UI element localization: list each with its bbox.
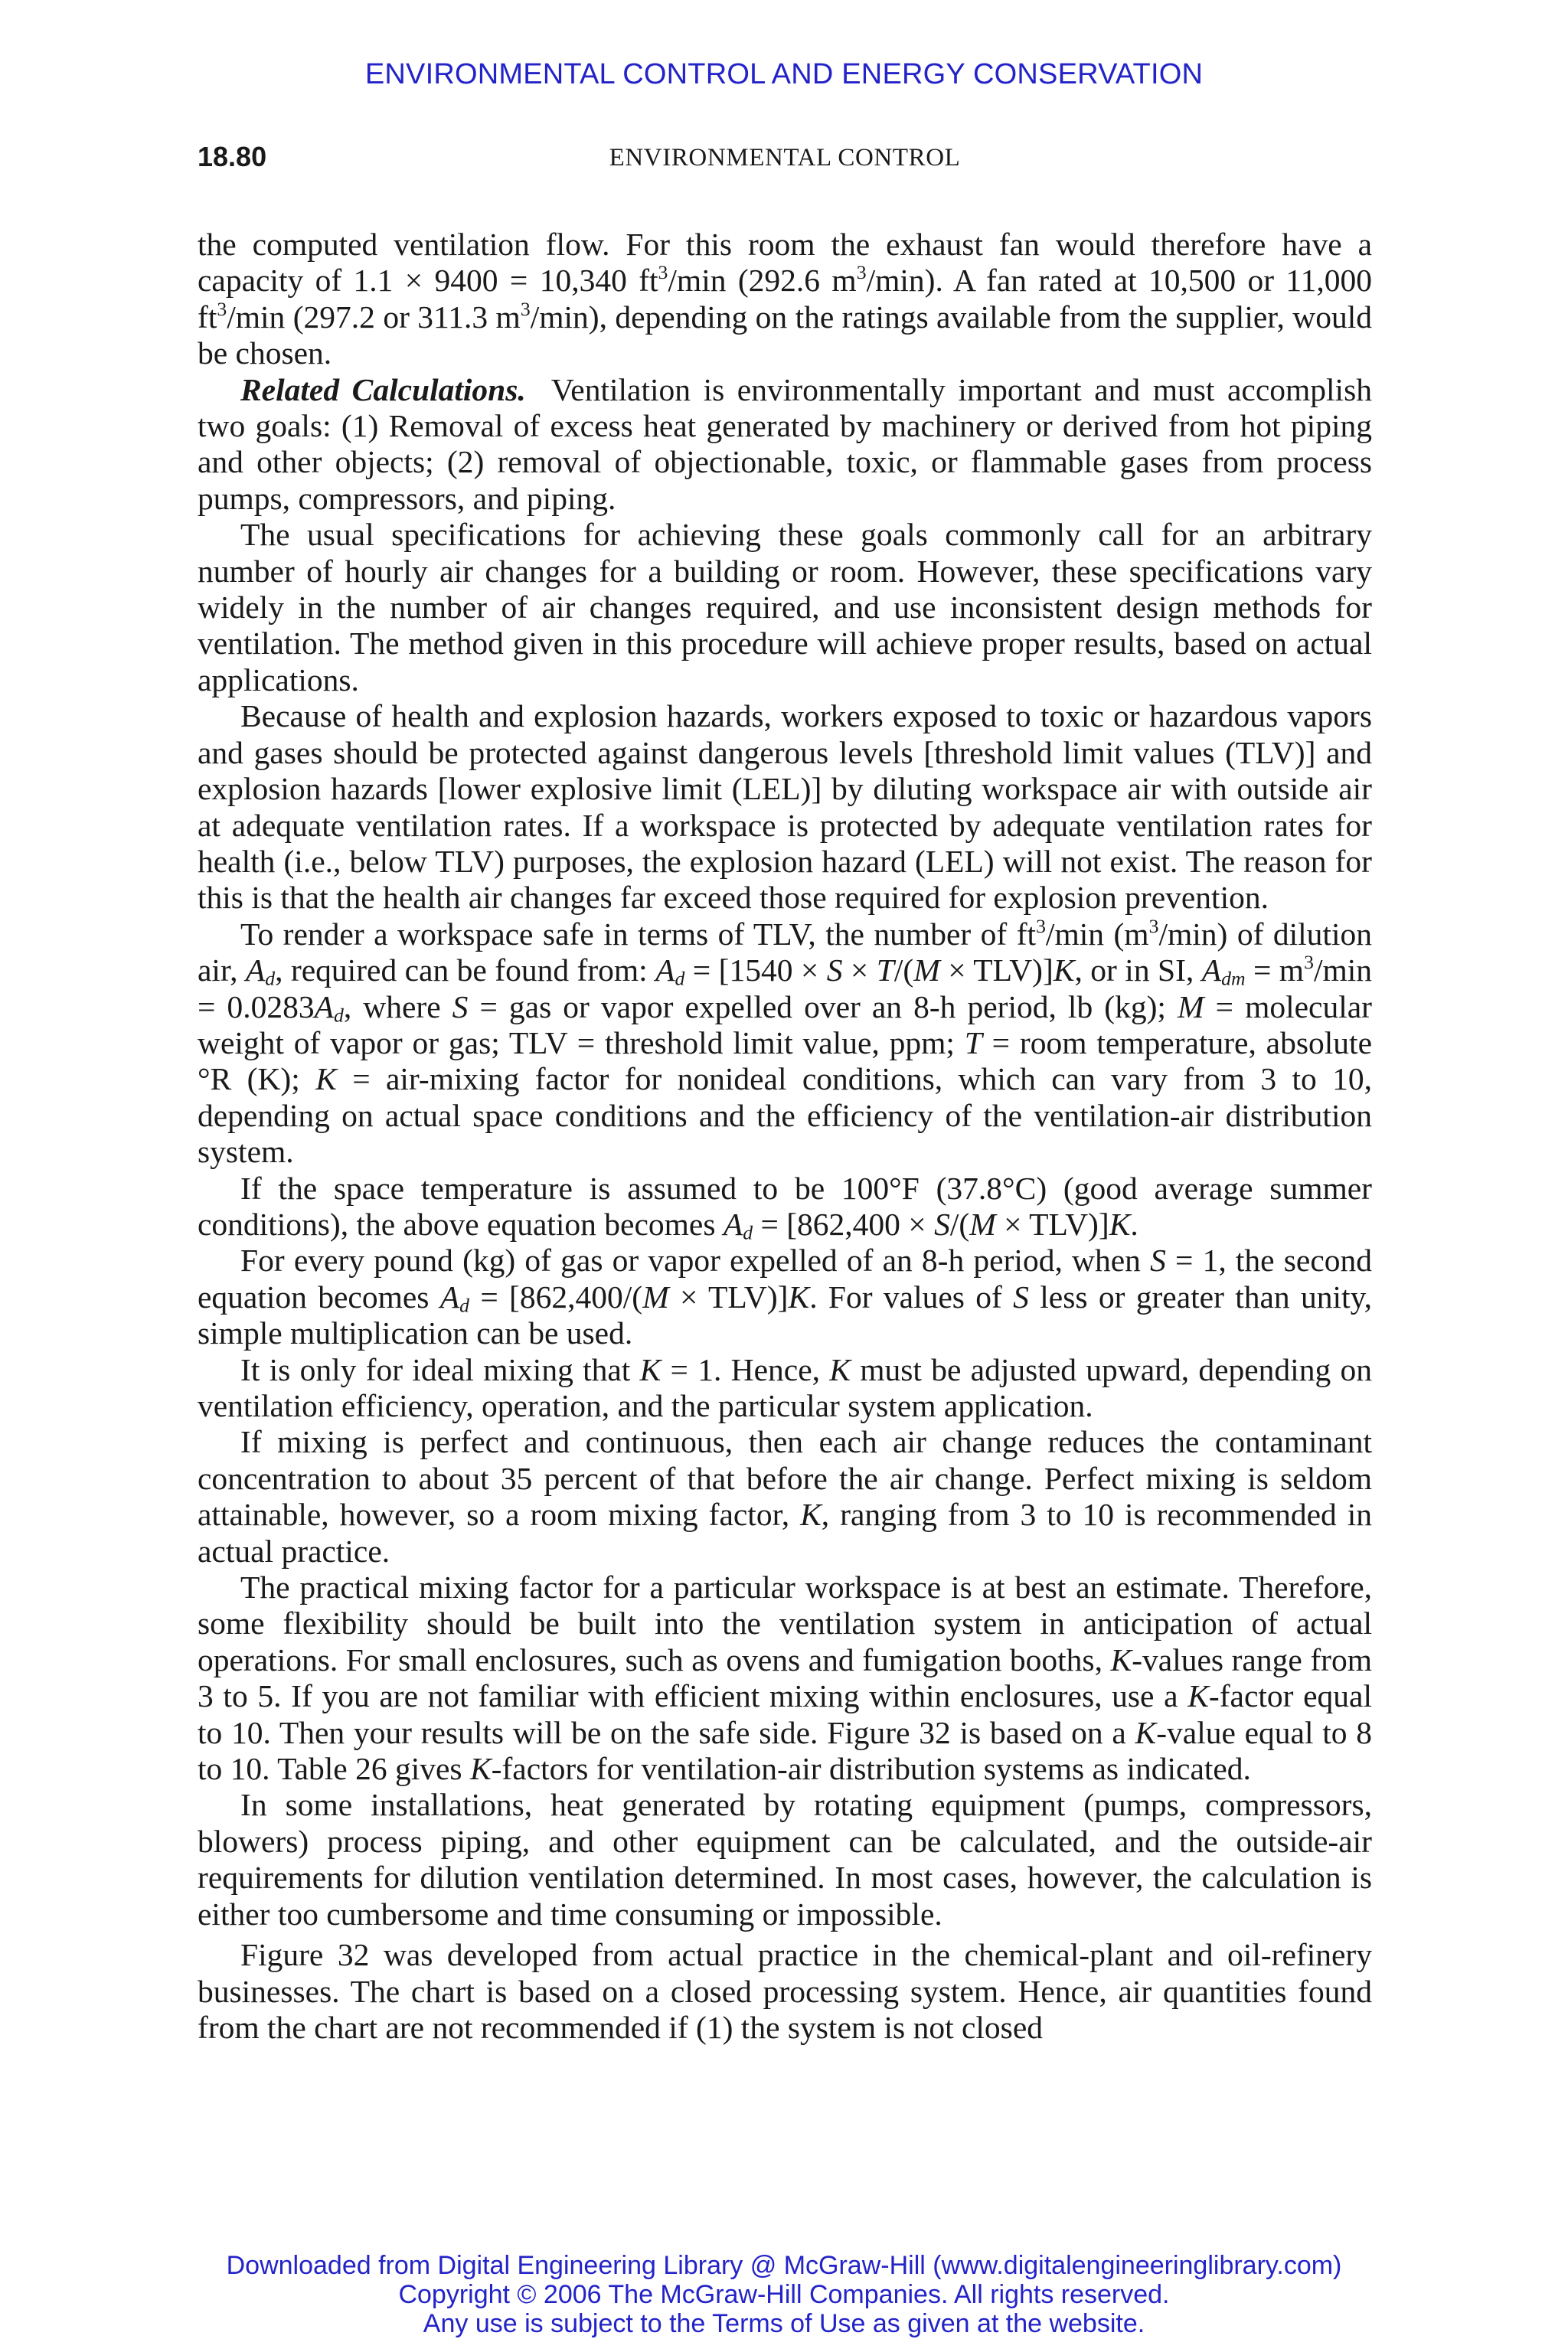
paragraph-6: If the space temperature is assumed to be 100°F (37.8°C) (good average summer conditions), the above equation becomes $A_d = [862,400 \times S/(M \times TLV)]K$. — [198, 1170, 1372, 1244]
paragraph-4: Because of health and explosion hazards, workers exposed to toxic or hazardous vapors and gases should be protected against dangerous levels [threshold limit values (TLV)] and explosion hazards [lower explosive limit (LEL)] by diluting workspace air with outside air at adequate ventilation rates. If a workspace is protected by adequate ventilation rates for health (i.e., below TLV) purposes, the explosion hazard (LEL) will not exist. The reason for this is that the health air changes far exceed those required for explosion prevention. — [198, 698, 1372, 916]
paragraph-10: The practical mixing factor for a particular workspace is at best an estimate. Therefore, some flexibility should be built into the ventilation system in anticipation of actual operations. For small enclosures, such as ovens and fumigation booths, K-values range from 3 to 5. If you are not familiar with efficient mixing within enclosures, use a K-factor equal to 10. Then your results will be on the safe side. Figure 32 is based on a K-value equal to 8 to 10. Table 26 gives K-factors for ventilation-air distribution systems as indicated. — [198, 1570, 1372, 1787]
footer-copyright-line: Copyright © 2006 The McGraw-Hill Companies. All rights reserved. — [398, 2280, 1170, 2309]
paragraph-8: It is only for ideal mixing that K = 1. Hence, K must be adjusted upward, depending on ventilation efficiency, operation, and the particular system application. — [198, 1351, 1372, 1423]
paragraph-3: The usual specifications for achieving these goals commonly call for an arbitrary number of hourly air changes for a building or room. However, these specifications vary widely in the number of air changes required, and use inconsistent design methods for ventilation. The method given in this procedure will achieve proper results, based on actual applications. — [198, 517, 1372, 697]
running-title: ENVIRONMENTAL CONTROL — [609, 144, 961, 172]
page-number: 18.80 — [198, 141, 267, 172]
body-text — [198, 227, 1372, 2046]
paragraph-9: If mixing is perfect and continuous, then each air change reduces the contaminant concentration to about 35 percent of that before the air change. Perfect mixing is seldom attainable, however, so a room mixing factor, K, ranging from 3 to 10 is recommended in actual practice. — [198, 1424, 1372, 1569]
footer-notice — [0, 2251, 1568, 2338]
paragraph-1: the computed ventilation flow. For this room the exhaust fan would therefore have a capacity of 1.1 × 9400 = 10,340 $ft^3/\min$ (292.6 $m^3/\min$). A fan rated at 10,500 or 11,000 $ft^3/\min$ (297.2 or 311.3 $m^3/\min$), depending on the ratings available from the supplier, would be chosen. — [198, 227, 1372, 371]
footer-terms-line: Any use is subject to the Terms of Use as given at the website. — [423, 2309, 1145, 2338]
paragraph-12: Figure 32 was developed from actual practice in the chemical-plant and oil-refinery businesses. The chart is based on a closed processing system. Hence, air quantities found from the chart are not recommended if (1) the system is not closed — [198, 1937, 1372, 2045]
run-in-heading: Related Calculations. — [240, 371, 526, 407]
paragraph-7: For every pound (kg) of gas or vapor expelled of an 8-h period, when S = 1, the second equation becomes $A_d = [862,400/(M \times TLV)]K$. For values of S less or greater than unity, simple multiplication can be used. — [198, 1243, 1373, 1351]
paragraph-5: To render a workspace safe in terms of TLV, the number of $ft^3/\min$ $(m^3/\min)$ of dilution air, $A_d$, required can be found from: $A_d = [1540 \times S \times T/(M \times TLV)]K$, or in SI, $A_{dm} = m^3/\min = 0.0283A_d$, where S = gas or vapor expelled over an 8-h period, lb (kg); M = molecular weight of vapor or gas; TLV = threshold limit value, ppm; T = room temperature, absolute °R (K); K = air-mixing factor for nonideal conditions, which can vary from 3 to 10, depending on actual space conditions and the efficiency of the ventilation-air distribution system. — [198, 914, 1373, 1170]
paragraph-related-calculations: Related Calculations. Ventilation is environmentally important and must accomplish two goals: (1) Removal of excess heat generated by machinery or derived from hot piping and other objects; (2) removal of objectionable, toxic, or flammable gases from process pumps, compressors, and piping. — [198, 371, 1372, 516]
paragraph-11: In some installations, heat generated by rotating equipment (pumps, compressors, blowers) process piping, and other equipment can be calculated, and the outside-air requirements for dilution ventilation determined. In most cases, however, the calculation is either too cumbersome and time consuming or impossible. — [198, 1787, 1372, 1932]
footer-download-line: Downloaded from Digital Engineering Library @ McGraw-Hill (www.digitalengineeringlibrary.com) — [226, 2251, 1342, 2280]
source-banner: ENVIRONMENTAL CONTROL AND ENERGY CONSERVATION — [364, 58, 1204, 90]
running-head — [198, 141, 1372, 178]
